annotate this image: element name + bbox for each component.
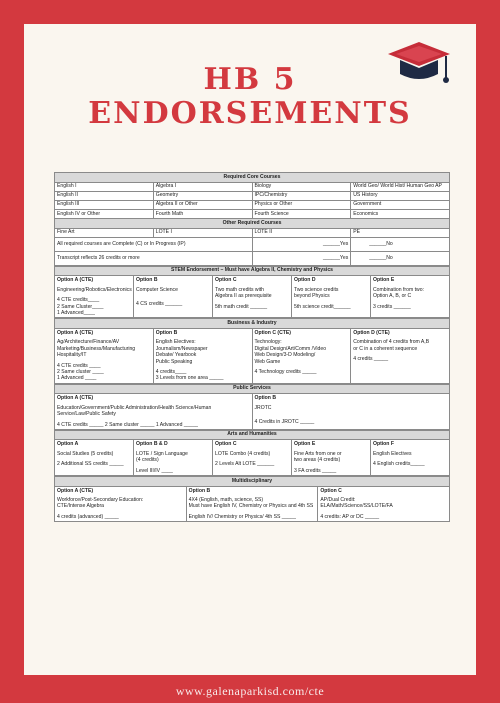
option-cell bbox=[213, 276, 292, 318]
option-cell bbox=[55, 276, 134, 318]
option-label: Option E bbox=[373, 277, 395, 284]
option-label: Option A (CTE) bbox=[57, 329, 94, 336]
option-line: LOTE / Sign Language bbox=[136, 450, 188, 457]
endorsement-form bbox=[54, 172, 450, 522]
table-row bbox=[55, 237, 450, 251]
option-line: 4X4 (English, math, science, SS) bbox=[188, 496, 264, 503]
option-line: 3 Levels from one area _____ bbox=[155, 375, 224, 382]
course-cell: Physics or Other bbox=[252, 200, 351, 209]
option-line: Web Game bbox=[254, 358, 281, 365]
option-label: Option F bbox=[373, 441, 394, 448]
option-line: Marketing/Business/Manufacturing bbox=[57, 345, 136, 352]
spacer bbox=[353, 371, 447, 375]
option-cell bbox=[292, 276, 371, 318]
stem-header-row bbox=[55, 266, 450, 276]
table-row bbox=[55, 486, 450, 522]
course-cell: Fourth Science bbox=[252, 210, 351, 219]
option-line: Education/Government/Public Administration/Health Science/Human bbox=[57, 404, 212, 411]
arts-header-row bbox=[55, 430, 450, 440]
option-cell bbox=[55, 440, 134, 476]
option-line: English Electives: bbox=[155, 339, 196, 346]
option-line: 2 Same Cluster____ bbox=[57, 303, 104, 310]
course-cell: Fourth Math bbox=[153, 210, 252, 219]
option-line: beyond Physics bbox=[294, 293, 330, 300]
option-line: Public Speaking bbox=[155, 358, 193, 365]
course-cell: English III bbox=[55, 200, 154, 209]
table-row bbox=[55, 276, 450, 318]
option-cell bbox=[252, 328, 351, 383]
option-label: Option A (CTE) bbox=[57, 277, 94, 284]
course-cell: Fine Art bbox=[55, 228, 154, 237]
arts-header: Arts and Humanities bbox=[55, 430, 450, 440]
course-cell: US History bbox=[351, 191, 450, 200]
table-row bbox=[55, 394, 450, 430]
option-cell bbox=[134, 440, 213, 476]
option-line: 4 English credits_____ bbox=[373, 461, 425, 468]
option-line: English IV/ Chemistry or Physics/ 4th SS _____ bbox=[188, 513, 296, 520]
option-line: 2 Levels Alt LOTE ______ bbox=[215, 461, 275, 468]
option-line: Two math credits with bbox=[215, 286, 264, 293]
option-line: Journalism/Newspaper bbox=[155, 345, 208, 352]
stem-table bbox=[54, 266, 450, 319]
option-line: 5th science credit______ bbox=[294, 303, 351, 310]
option-line: Must have English IV, Chemistry or Physics and 4th SS bbox=[188, 503, 314, 510]
option-line: Fine Arts from one or bbox=[294, 450, 342, 457]
table-row bbox=[55, 228, 450, 237]
option-cell bbox=[55, 486, 187, 522]
core-header-row bbox=[55, 173, 450, 183]
table-row bbox=[55, 182, 450, 191]
option-line: Combination from two: bbox=[373, 286, 424, 293]
option-line: Option A, B, or C bbox=[373, 293, 412, 300]
option-line: Technology: bbox=[254, 339, 282, 346]
table-row bbox=[55, 191, 450, 200]
option-line: 3 credits ______ bbox=[373, 303, 411, 310]
spacer bbox=[215, 310, 289, 314]
option-cell bbox=[186, 486, 318, 522]
footer-url[interactable]: www.galenaparkisd.com/cte bbox=[175, 684, 325, 698]
course-cell: IPC/Chemistry bbox=[252, 191, 351, 200]
option-line: Combination of 4 credits from A,B bbox=[353, 339, 430, 346]
option-line: LOTE Combo (4 credits) bbox=[215, 450, 271, 457]
option-line: ELA/Math/Science/SS/LOTE/FA bbox=[320, 503, 393, 510]
option-line: Social Studies (5 credits) bbox=[57, 450, 114, 457]
option-line: Service/Law/Public Safety bbox=[57, 411, 116, 418]
option-line: Computer Science bbox=[136, 286, 178, 293]
option-cell bbox=[371, 440, 450, 476]
credits-status-label: Transcript reflects 26 credits or more bbox=[55, 251, 253, 265]
option-cell bbox=[55, 328, 154, 383]
option-label: Option C bbox=[320, 487, 342, 494]
title-line-2: ENDORSEMENTS bbox=[88, 96, 412, 131]
business-header-row bbox=[55, 319, 450, 329]
option-cell bbox=[153, 328, 252, 383]
option-label: Option A (CTE) bbox=[57, 487, 94, 494]
core-header: Required Core Courses bbox=[55, 173, 450, 183]
option-line: (4 credits) bbox=[136, 457, 159, 464]
yes-field[interactable]: ______Yes bbox=[252, 237, 351, 251]
option-label: Option C bbox=[215, 441, 237, 448]
public-table bbox=[54, 384, 450, 430]
course-cell: PE bbox=[351, 228, 450, 237]
table-row bbox=[55, 440, 450, 476]
option-label: Option A bbox=[57, 441, 79, 448]
other-header-row bbox=[55, 219, 450, 229]
spacer bbox=[294, 310, 368, 314]
course-cell: English IV or Other bbox=[55, 210, 154, 219]
option-line: 2 Additional SS credits _____ bbox=[57, 461, 124, 468]
table-row bbox=[55, 200, 450, 209]
option-line: JROTC bbox=[254, 404, 272, 411]
option-cell bbox=[252, 394, 450, 430]
spacer bbox=[136, 308, 210, 312]
option-label: Option A (CTE) bbox=[57, 395, 94, 402]
course-cell: Algebra II or Other bbox=[153, 200, 252, 209]
option-line: 3 FA credits _____ bbox=[294, 467, 337, 474]
option-label: Option B & D bbox=[136, 441, 168, 448]
course-cell: Algebra I bbox=[153, 182, 252, 191]
spacer bbox=[373, 310, 447, 314]
public-header-row bbox=[55, 384, 450, 394]
option-line: 4 credits _____ bbox=[353, 356, 389, 363]
option-cell bbox=[371, 276, 450, 318]
table-row bbox=[55, 210, 450, 219]
option-label: Option E bbox=[294, 441, 316, 448]
option-cell bbox=[292, 440, 371, 476]
option-line: 4 Credits in JROTC _____ bbox=[254, 419, 315, 426]
no-field[interactable]: ______No bbox=[351, 237, 450, 251]
title-line-1: HB 5 bbox=[203, 62, 297, 97]
option-cell bbox=[351, 328, 450, 383]
option-label: Option D (CTE) bbox=[353, 329, 390, 336]
option-label: Option C bbox=[215, 277, 237, 284]
option-line: 4 CTE credits ____ bbox=[57, 362, 101, 369]
option-line: Engineering/Robotics/Electronics bbox=[57, 286, 132, 293]
course-cell: Economics bbox=[351, 210, 450, 219]
course-cell: English I bbox=[55, 182, 154, 191]
option-cell bbox=[213, 440, 292, 476]
option-line: Debate/ Yearbook bbox=[155, 352, 197, 359]
core-courses-table bbox=[54, 172, 450, 266]
yes-field[interactable]: ______Yes bbox=[252, 251, 351, 265]
option-line: Level III/IV ____ bbox=[136, 467, 173, 474]
option-line: two areas (4 credits) bbox=[294, 457, 341, 464]
no-field[interactable]: ______No bbox=[351, 251, 450, 265]
option-cell bbox=[318, 486, 450, 522]
option-label: Option B bbox=[188, 487, 211, 494]
multi-header: Multidisciplinary bbox=[55, 477, 450, 487]
option-cell bbox=[134, 276, 213, 318]
option-label: Option C (CTE) bbox=[254, 329, 291, 336]
arts-table bbox=[54, 430, 450, 476]
course-cell: LOTE I bbox=[153, 228, 252, 237]
option-line: Two science credits bbox=[294, 286, 339, 293]
option-line: AP/Dual Credit: bbox=[320, 496, 356, 503]
table-row bbox=[55, 251, 450, 265]
other-header: Other Required Courses bbox=[55, 219, 450, 229]
option-line: Hospitality/IT bbox=[57, 352, 87, 359]
option-label: Option B bbox=[155, 329, 178, 336]
option-line: 4 credits: AP or DC _____ bbox=[320, 513, 380, 520]
spacer bbox=[255, 375, 349, 379]
option-line: Workforce/Post-Secondary Education: bbox=[57, 496, 144, 503]
course-cell: Geometry bbox=[153, 191, 252, 200]
option-line: Web Design/3-D Modeling/ bbox=[254, 352, 316, 359]
option-line: Ag/Architecture/Finance/AV bbox=[57, 339, 120, 346]
option-line: Algebra II as prerequisite bbox=[215, 293, 272, 300]
stem-header: STEM Endorsement – Must have Algebra II, Chemistry and Physics bbox=[55, 266, 450, 276]
option-line: 1 Advanced ____ bbox=[57, 375, 97, 382]
course-cell: LOTE II bbox=[252, 228, 351, 237]
business-table bbox=[54, 318, 450, 383]
table-row bbox=[55, 328, 450, 383]
multi-header-row bbox=[55, 477, 450, 487]
option-line: 4 CTE credits _____ 2 Same cluster _____ 1 Advanced _____ bbox=[57, 421, 199, 428]
option-line: 4 credits____ bbox=[155, 369, 187, 375]
option-line: 5th math credit ______ bbox=[215, 303, 268, 310]
course-cell: Government bbox=[351, 200, 450, 209]
option-label: Option B bbox=[254, 395, 277, 402]
option-line: English Electives bbox=[373, 450, 412, 457]
option-label: Option D bbox=[294, 277, 316, 284]
business-header: Business & Industry bbox=[55, 319, 450, 329]
public-header: Public Services bbox=[55, 384, 450, 394]
option-line: 4 Technology credits _____ bbox=[254, 369, 317, 375]
option-line: 4 credits (advanced) _____ bbox=[57, 513, 119, 520]
complete-status-label: All required courses are Complete (C) or In Progress (IP) bbox=[55, 237, 253, 251]
option-label: Option B bbox=[136, 277, 158, 284]
option-cell bbox=[55, 394, 253, 430]
option-line: Digital Design/Art/Comm /Video bbox=[254, 345, 327, 352]
option-line: 4 CS credits ______ bbox=[136, 301, 183, 308]
option-line: or C in a coherent sequence bbox=[353, 345, 418, 352]
option-line: 2 Same cluster ____ bbox=[57, 369, 104, 375]
option-line: CTE/Intense Algebra bbox=[57, 503, 105, 510]
multi-table bbox=[54, 476, 450, 522]
course-cell: World Geo/ World Hist/ Human Geo AP bbox=[351, 182, 450, 191]
option-line: 4 CTE credits____ bbox=[57, 297, 100, 304]
course-cell: Biology bbox=[252, 182, 351, 191]
option-line: 1 Advanced____ bbox=[57, 310, 95, 317]
course-cell: English II bbox=[55, 191, 154, 200]
